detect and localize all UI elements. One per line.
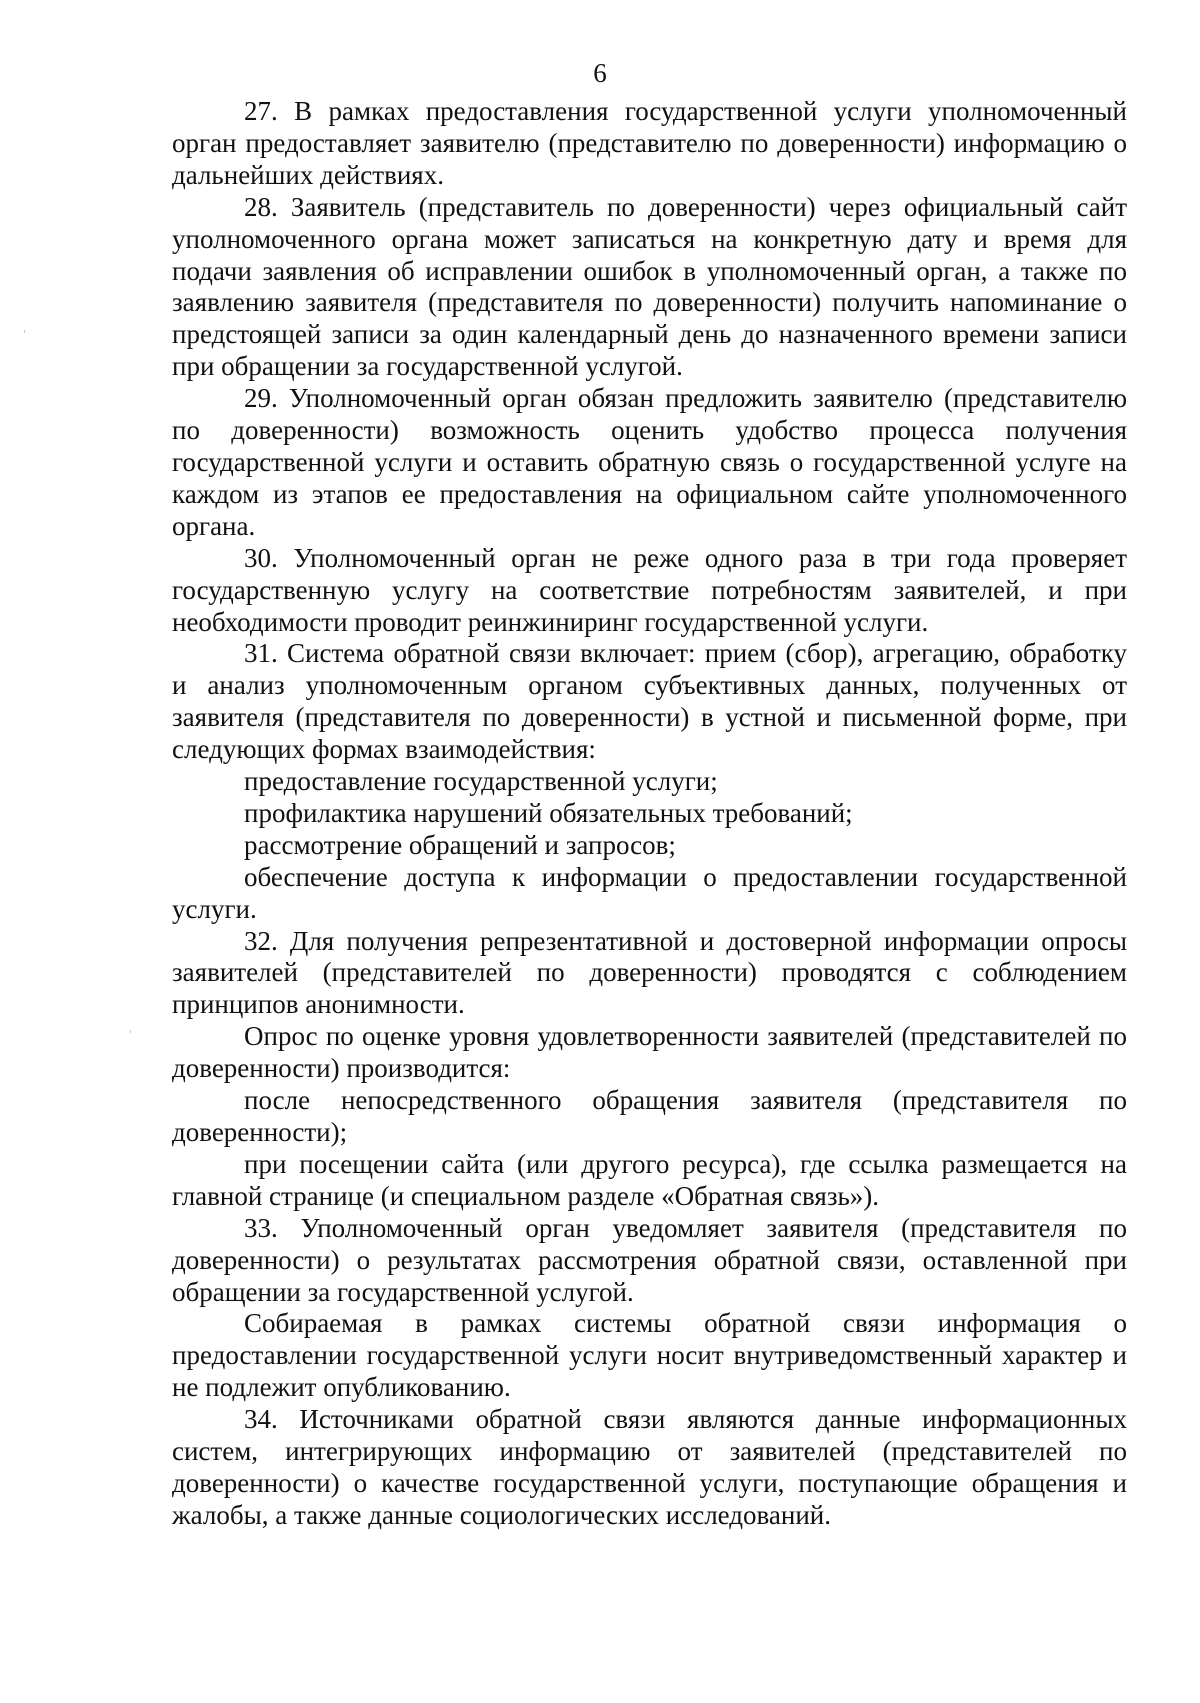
paragraph-29: 29. Уполномоченный орган обязан предложить заявителю (представителю по доверенности) возможность оценить удобство процесса получения государственной услуги и оставить обратную связь о государственной услуге на каждом из этапов ее предоставления на официальном сайте уполномоченного органа. — [172, 383, 1127, 541]
paragraph-survey: Опрос по оценке уровня удовлетворенности заявителей (представителей по доверенности) производится: — [172, 1021, 1127, 1084]
paragraph-28: 28. Заявитель (представитель по доверенности) через официальный сайт уполномоченного органа может записаться на конкретную дату и время для подачи заявления об исправлении ошибок в уполномоченный орган, а также по заявлению заявителя (представителя по доверенности) получить напоминание о предстоящей записи за один календарный день до назначенного времени записи при обращении за государственной услугой. — [172, 191, 1127, 382]
paragraph-32: 32. Для получения репрезентативной и достоверной информации опросы заявителей (представителей по доверенности) проводятся с соблюдением принципов анонимности. — [172, 925, 1127, 1020]
paragraph-33: 33. Уполномоченный орган уведомляет заявителя (представителя по доверенности) о результатах рассмотрения обратной связи, оставленной при обращении за государственной услугой. — [172, 1212, 1127, 1307]
paragraph-27: 27. В рамках предоставления государственной услуги уполномоченный орган предоставляет заявителю (представителю по доверенности) информацию о дальнейших действиях. — [172, 96, 1127, 190]
page-number: 6 — [593, 58, 607, 88]
paragraph-30: 30. Уполномоченный орган не реже одного раза в три года проверяет государственную услугу на соответствие потребностям заявителей, и при необходимости проводит реинжиниринг государственной услуги. — [172, 542, 1127, 637]
document-body — [172, 96, 1127, 1532]
paragraph-34: 34. Источниками обратной связи являются данные информационных систем, интегрирующих информацию от заявителей (представителей по доверенности) о качестве государственной услуги, поступающие обращения и жалобы, а также данные социологических исследований. — [172, 1404, 1127, 1530]
list-item-provision: предоставление государственной услуги; — [244, 766, 718, 797]
list-item-review: рассмотрение обращений и запросов; — [244, 829, 676, 860]
scan-margin-mark — [24, 330, 25, 333]
scan-margin-mark — [130, 1030, 131, 1033]
list-item-prevention: профилактика нарушений обязательных требований; — [244, 797, 853, 828]
list-item-after-contact: после непосредственного обращения заявителя (представителя по доверенности); — [172, 1085, 1127, 1147]
list-item-site-visit: при посещении сайта (или другого ресурса), где ссылка размещается на главной странице (и специальном разделе «Обратная связь»). — [172, 1148, 1127, 1211]
paragraph-31: 31. Система обратной связи включает: прием (сбор), агрегацию, обработку и анализ уполномоченным органом субъективных данных, полученных от заявителя (представителя по доверенности) в устной и письменной форме, при следующих формах взаимодействия: — [172, 638, 1127, 765]
paragraph-info-character: Собираемая в рамках системы обратной связи информация о предоставлении государственной услуги носит внутриведомственный характер и не подлежит опубликованию. — [172, 1308, 1127, 1403]
list-item-access: обеспечение доступа к информации о предоставлении государственной услуги. — [172, 861, 1127, 924]
